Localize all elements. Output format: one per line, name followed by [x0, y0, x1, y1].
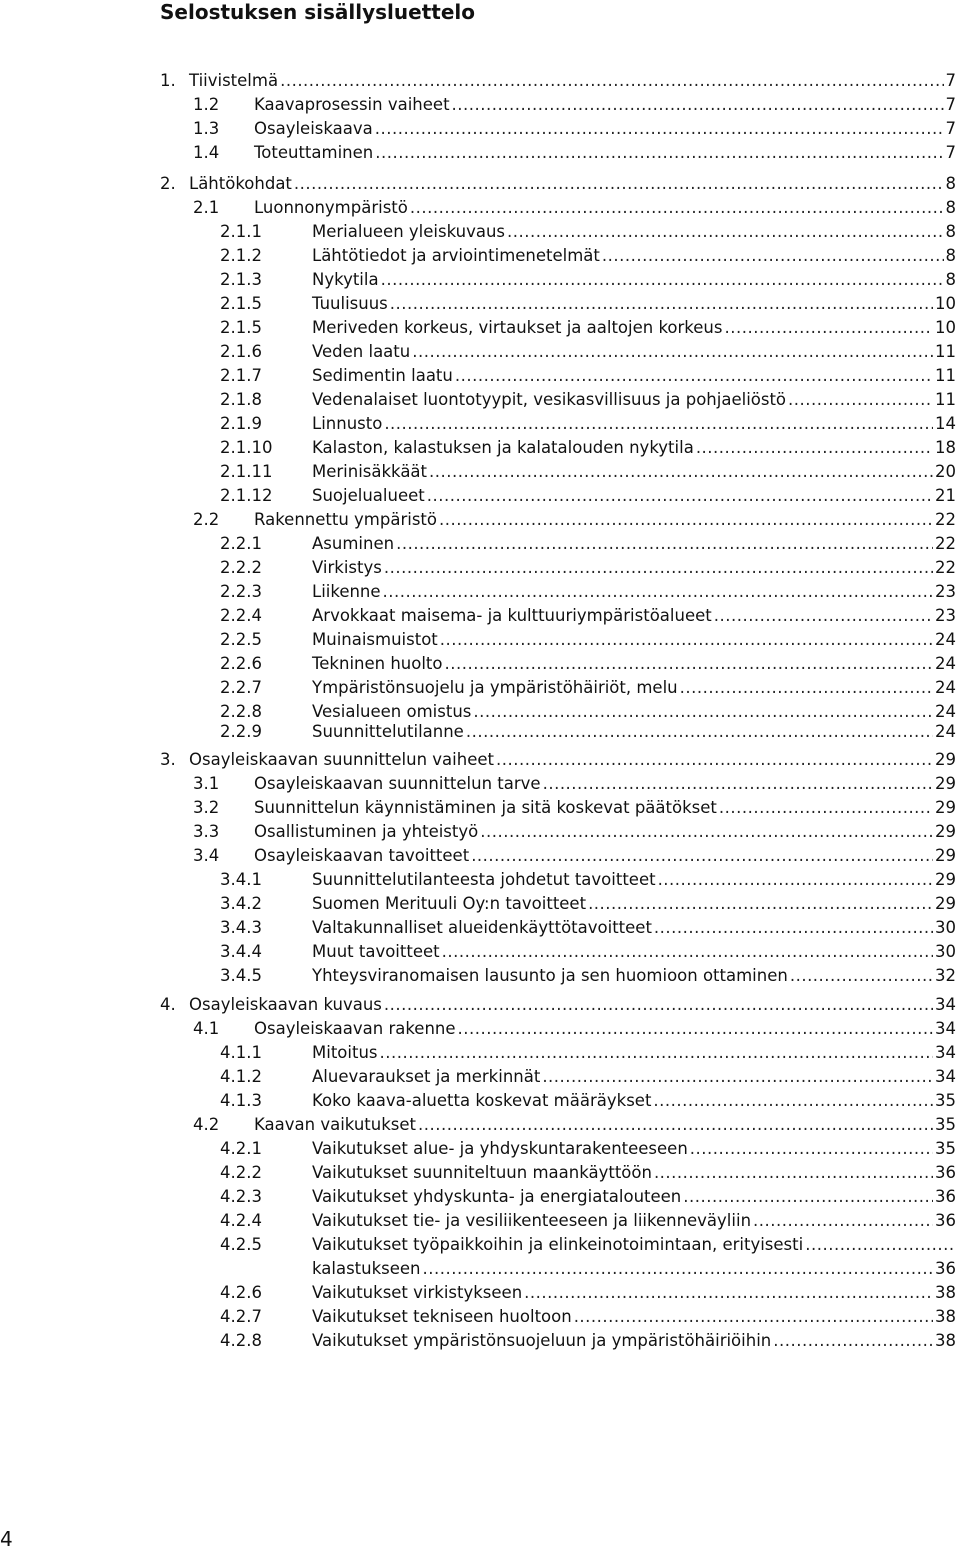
toc-entry[interactable] — [220, 720, 956, 744]
toc-entry-label: Yhteysviranomaisen lausunto ja sen huomioon ottaminen — [312, 966, 788, 985]
toc-entry-label: Tiivistelmä — [189, 71, 279, 90]
toc-dot-leader — [654, 1161, 933, 1185]
toc-entry-number: 4.2.6 — [220, 1283, 262, 1302]
toc-entry-number: 3.4.1 — [220, 870, 262, 889]
toc-entry-label: Suojelualueet — [312, 486, 425, 505]
toc-entry-page: 7 — [945, 71, 956, 90]
toc-entry-number: 2.1.11 — [220, 462, 273, 481]
toc-entry-page: 24 — [935, 722, 956, 741]
toc-entry[interactable] — [220, 1233, 956, 1257]
toc-entry-label: Lähtötiedot ja arviointimenetelmät — [312, 246, 600, 265]
toc-entry-page: 32 — [935, 966, 956, 985]
toc-entry-page: 38 — [935, 1283, 956, 1302]
toc-dot-leader — [542, 1065, 933, 1089]
toc-dot-leader — [381, 268, 944, 292]
toc-entry-label: Tuulisuus — [312, 294, 388, 313]
toc-entry-number: 2. — [160, 174, 176, 193]
toc-entry-number: 2.1.8 — [220, 390, 262, 409]
toc-entry-page: 24 — [935, 678, 956, 697]
toc-entry-label: Muinaismuistot — [312, 630, 438, 649]
toc-dot-leader — [788, 388, 933, 412]
toc-entry-number: 3.3 — [193, 822, 220, 841]
toc-entry-page: 34 — [935, 1019, 956, 1038]
toc-entry[interactable] — [193, 772, 956, 796]
toc-dot-leader — [390, 292, 933, 316]
toc-dot-leader — [375, 117, 944, 141]
toc-dot-leader — [805, 1233, 954, 1257]
toc-entry[interactable] — [220, 436, 956, 460]
toc-entry-page: 8 — [945, 246, 956, 265]
toc-dot-leader — [412, 340, 933, 364]
toc-dot-leader — [696, 436, 933, 460]
toc-entry-label: Muut tavoitteet — [312, 942, 440, 961]
toc-entry-page: 29 — [935, 894, 956, 913]
toc-dot-leader — [471, 844, 933, 868]
toc-dot-leader — [384, 556, 933, 580]
toc-entry[interactable] — [220, 652, 956, 676]
toc-entry-page: 18 — [935, 438, 956, 457]
toc-entry-page: 29 — [935, 846, 956, 865]
toc-entry-number: 2.1.5 — [220, 294, 262, 313]
toc-entry[interactable] — [220, 316, 956, 340]
toc-entry-page: 7 — [945, 119, 956, 138]
toc-entry[interactable] — [220, 340, 956, 364]
toc-entry-label: Meriveden korkeus, virtaukset ja aaltojen korkeus — [312, 318, 723, 337]
toc-entry[interactable] — [220, 676, 956, 700]
toc-entry-number: 4.2.2 — [220, 1163, 262, 1182]
toc-entry-label: Vesialueen omistus — [312, 702, 472, 721]
toc-entry[interactable] — [193, 93, 956, 117]
toc-entry-label: Vaikutukset yhdyskunta- ja energiatalouteen — [312, 1187, 682, 1206]
toc-entry[interactable] — [220, 964, 956, 988]
toc-entry[interactable] — [220, 868, 956, 892]
toc-dot-leader — [380, 1041, 934, 1065]
toc-dot-leader — [543, 772, 933, 796]
toc-entry-number: 3.4.2 — [220, 894, 262, 913]
toc-dot-leader — [458, 1017, 933, 1041]
toc-dot-leader — [588, 892, 933, 916]
toc-entry-page: 8 — [945, 222, 956, 241]
toc-entry-label: Asuminen — [312, 534, 395, 553]
toc-entry-label: kalastukseen — [312, 1259, 421, 1278]
toc-entry-number: 4.2.3 — [220, 1187, 262, 1206]
toc-entry[interactable] — [193, 196, 956, 220]
document-title: Selostuksen sisällysluettelo — [160, 0, 475, 24]
toc-entry[interactable] — [220, 364, 956, 388]
toc-dot-leader — [690, 1137, 933, 1161]
toc-entry[interactable] — [220, 1257, 956, 1281]
toc-entry[interactable] — [220, 412, 956, 436]
toc-entry-number: 2.1.2 — [220, 246, 262, 265]
toc-entry-label: Ympäristönsuojelu ja ympäristöhäiriöt, melu — [312, 678, 678, 697]
toc-entry-number: 2.1.10 — [220, 438, 273, 457]
toc-dot-leader — [439, 508, 933, 532]
toc-entry-label: Merialueen yleiskuvaus — [312, 222, 506, 241]
toc-entry[interactable] — [220, 940, 956, 964]
toc-dot-leader — [427, 484, 933, 508]
toc-entry-label: Vaikutukset tie- ja vesiliikenteeseen ja liikenneväyliin — [312, 1211, 752, 1230]
toc-entry-page: 29 — [935, 750, 956, 769]
toc-entry-page: 36 — [935, 1163, 956, 1182]
toc-dot-leader — [423, 1257, 933, 1281]
toc-entry[interactable] — [220, 244, 956, 268]
toc-entry-page: 29 — [935, 774, 956, 793]
toc-entry[interactable] — [220, 532, 956, 556]
toc-entry-label: Vaikutukset alue- ja yhdyskuntarakenteeseen — [312, 1139, 688, 1158]
toc-entry-page: 10 — [935, 318, 956, 337]
toc-entry[interactable] — [220, 268, 956, 292]
toc-entry-number: 4.2.8 — [220, 1331, 262, 1350]
toc-dot-leader — [384, 412, 933, 436]
toc-dot-leader — [418, 1113, 933, 1137]
toc-entry-number: 3.4.5 — [220, 966, 262, 985]
toc-dot-leader — [429, 460, 933, 484]
toc-entry[interactable] — [220, 220, 956, 244]
toc-entry-label: Vaikutukset tekniseen huoltoon — [312, 1307, 572, 1326]
toc-entry[interactable] — [193, 1017, 956, 1041]
toc-entry-page: 36 — [935, 1259, 956, 1278]
toc-dot-leader — [455, 364, 933, 388]
toc-entry-number: 2.2.4 — [220, 606, 262, 625]
toc-entry[interactable] — [220, 1185, 956, 1209]
toc-dot-leader — [384, 993, 933, 1017]
toc-entry-page: 23 — [935, 582, 956, 601]
toc-entry-page: 36 — [935, 1187, 956, 1206]
toc-dot-leader — [375, 141, 943, 165]
toc-dot-leader — [683, 1185, 933, 1209]
toc-entry[interactable] — [220, 1041, 956, 1065]
toc-entry[interactable] — [193, 117, 956, 141]
toc-entry-label: Nykytila — [312, 270, 379, 289]
toc-entry[interactable] — [220, 1209, 956, 1233]
toc-entry[interactable] — [220, 1161, 956, 1185]
toc-entry-number: 4.2.1 — [220, 1139, 262, 1158]
toc-dot-leader — [442, 940, 933, 964]
toc-entry[interactable] — [220, 1305, 956, 1329]
toc-entry-label: Kalaston, kalastuksen ja kalatalouden nykytila — [312, 438, 694, 457]
toc-entry-page: 11 — [935, 366, 956, 385]
toc-entry-page: 34 — [935, 995, 956, 1014]
toc-entry-label: Suunnittelutilanteesta johdetut tavoitteet — [312, 870, 656, 889]
toc-entry-page: 21 — [935, 486, 956, 505]
toc-entry-number: 3.4.4 — [220, 942, 262, 961]
toc-entry-page: 24 — [935, 702, 956, 721]
toc-dot-leader — [496, 748, 933, 772]
toc-dot-leader — [680, 676, 933, 700]
toc-dot-leader — [602, 244, 944, 268]
toc-entry-page: 38 — [935, 1331, 956, 1350]
toc-entry-number: 1.4 — [193, 143, 220, 162]
toc-entry-label: Koko kaava-aluetta koskevat määräykset — [312, 1091, 652, 1110]
toc-entry-label: Suunnittelun käynnistäminen ja sitä koskevat päätökset — [254, 798, 717, 817]
toc-entry-page: 22 — [935, 534, 956, 553]
toc-entry-label: Osayleiskaavan tavoitteet — [254, 846, 470, 865]
toc-dot-leader — [410, 196, 944, 220]
toc-entry-page: 35 — [935, 1091, 956, 1110]
toc-entry-number: 2.2.3 — [220, 582, 262, 601]
toc-entry-number: 1.3 — [193, 119, 220, 138]
toc-entry[interactable] — [193, 141, 956, 165]
toc-entry[interactable] — [220, 1137, 956, 1161]
toc-entry[interactable] — [193, 844, 956, 868]
toc-dot-leader — [574, 1305, 933, 1329]
toc-entry-page: 30 — [935, 918, 956, 937]
toc-entry-label: Linnusto — [312, 414, 383, 433]
toc-entry-number: 4. — [160, 995, 176, 1014]
toc-dot-leader — [452, 93, 944, 117]
toc-entry-page: 7 — [945, 143, 956, 162]
toc-entry-label: Sedimentin laatu — [312, 366, 453, 385]
toc-entry[interactable] — [160, 69, 956, 93]
toc-entry-label: Vedenalaiset luontotyypit, vesikasvillisuus ja pohjaeliöstö — [312, 390, 787, 409]
toc-entry-label: Mitoitus — [312, 1043, 378, 1062]
toc-dot-leader — [753, 1209, 933, 1233]
toc-entry-label: Vaikutukset virkistykseen — [312, 1283, 523, 1302]
toc-entry-number: 2.1.3 — [220, 270, 262, 289]
toc-dot-leader — [790, 964, 933, 988]
toc-entry-label: Toteuttaminen — [254, 143, 374, 162]
toc-entry[interactable] — [193, 1113, 956, 1137]
toc-dot-leader — [294, 172, 944, 196]
toc-dot-leader — [719, 796, 933, 820]
toc-entry[interactable] — [160, 172, 956, 196]
toc-entry-page: 24 — [935, 630, 956, 649]
toc-entry-number: 2.1.1 — [220, 222, 262, 241]
toc-entry-page: 24 — [935, 654, 956, 673]
toc-entry[interactable] — [220, 628, 956, 652]
toc-entry-page: 22 — [935, 510, 956, 529]
toc-entry-number: 1.2 — [193, 95, 220, 114]
toc-entry[interactable] — [220, 604, 956, 628]
toc-entry-number: 2.2.1 — [220, 534, 262, 553]
toc-entry-label: Osayleiskaavan rakenne — [254, 1019, 456, 1038]
toc-entry-number: 2.2.6 — [220, 654, 262, 673]
toc-entry-page: 8 — [945, 174, 956, 193]
toc-entry-label: Merinisäkkäät — [312, 462, 428, 481]
toc-entry-page: 7 — [945, 95, 956, 114]
toc-entry-label: Osayleiskaavan kuvaus — [189, 995, 382, 1014]
toc-entry[interactable] — [220, 892, 956, 916]
toc-entry-page: 35 — [935, 1115, 956, 1134]
toc-entry-number: 2.2 — [193, 510, 220, 529]
toc-entry-number: 2.1.5 — [220, 318, 262, 337]
toc-entry-label: Kaavan vaikutukset — [254, 1115, 416, 1134]
toc-entry[interactable] — [220, 484, 956, 508]
toc-entry-number: 3.4 — [193, 846, 220, 865]
toc-entry-page: 11 — [935, 390, 956, 409]
toc-dot-leader — [653, 1089, 933, 1113]
toc-entry-page: 20 — [935, 462, 956, 481]
toc-entry-number: 2.1.6 — [220, 342, 262, 361]
toc-entry-page: 29 — [935, 870, 956, 889]
toc-dot-leader — [466, 720, 933, 744]
toc-entry-page: 8 — [945, 270, 956, 289]
toc-entry[interactable] — [220, 1065, 956, 1089]
toc-dot-leader — [480, 820, 933, 844]
toc-entry[interactable] — [193, 508, 956, 532]
toc-dot-leader — [724, 316, 933, 340]
toc-dot-leader — [773, 1329, 933, 1353]
toc-entry-label: Vaikutukset työpaikkoihin ja elinkeinotoimintaan, erityisesti — [312, 1235, 804, 1254]
toc-entry-label: Suomen Merituuli Oy:n tavoitteet — [312, 894, 587, 913]
toc-entry[interactable] — [220, 292, 956, 316]
toc-entry-number: 3. — [160, 750, 176, 769]
toc-entry-label: Osayleiskaava — [254, 119, 373, 138]
toc-dot-leader — [396, 532, 933, 556]
toc-entry[interactable] — [220, 916, 956, 940]
toc-dot-leader — [654, 916, 933, 940]
toc-entry-label: Suunnittelutilanne — [312, 722, 464, 741]
toc-dot-leader — [445, 652, 934, 676]
toc-entry[interactable] — [220, 1329, 956, 1353]
toc-entry-page: 29 — [935, 822, 956, 841]
toc-entry-number: 2.1.7 — [220, 366, 262, 385]
toc-entry-number: 2.1.9 — [220, 414, 262, 433]
toc-entry-page: 38 — [935, 1307, 956, 1326]
toc-entry-page: 35 — [935, 1139, 956, 1158]
toc-entry[interactable] — [220, 556, 956, 580]
toc-entry-label: Liikenne — [312, 582, 381, 601]
toc-entry-page: 11 — [935, 342, 956, 361]
toc-entry-page: 14 — [935, 414, 956, 433]
toc-entry-number: 4.2 — [193, 1115, 220, 1134]
toc-entry-number: 2.2.5 — [220, 630, 262, 649]
toc-entry-label: Osayleiskaavan suunnittelun tarve — [254, 774, 541, 793]
toc-dot-leader — [524, 1281, 933, 1305]
toc-entry-number: 4.2.4 — [220, 1211, 262, 1230]
toc-entry-number: 4.1.1 — [220, 1043, 262, 1062]
toc-entry-number: 4.1.2 — [220, 1067, 262, 1086]
toc-entry-label: Vaikutukset ympäristönsuojeluun ja ympäristöhäiriöihin — [312, 1331, 772, 1350]
toc-entry[interactable] — [220, 460, 956, 484]
toc-entry-label: Osayleiskaavan suunnittelun vaiheet — [189, 750, 494, 769]
toc-entry-label: Osallistuminen ja yhteistyö — [254, 822, 479, 841]
toc-entry-number: 2.2.9 — [220, 722, 262, 741]
toc-dot-leader — [507, 220, 943, 244]
toc-entry-label: Aluevaraukset ja merkinnät — [312, 1067, 541, 1086]
toc-dot-leader — [280, 69, 943, 93]
toc-entry-page: 29 — [935, 798, 956, 817]
toc-entry-number: 2.1 — [193, 198, 220, 217]
page-number: 4 — [0, 1527, 13, 1551]
toc-entry-label: Virkistys — [312, 558, 382, 577]
toc-entry-number: 4.1 — [193, 1019, 220, 1038]
toc-entry-label: Luonnonympäristö — [254, 198, 408, 217]
toc-entry-label: Lähtökohdat — [189, 174, 292, 193]
toc-entry[interactable] — [220, 1089, 956, 1113]
toc-entry-page: 30 — [935, 942, 956, 961]
toc-entry-label: Tekninen huolto — [312, 654, 443, 673]
toc-entry[interactable] — [160, 993, 956, 1017]
toc-dot-leader — [658, 868, 933, 892]
toc-entry[interactable] — [160, 748, 956, 772]
toc-entry-label: Valtakunnalliset alueidenkäyttötavoitteet — [312, 918, 652, 937]
toc-entry-page: 36 — [935, 1211, 956, 1230]
toc-dot-leader — [714, 604, 933, 628]
toc-dot-leader — [440, 628, 933, 652]
toc-entry-number: 4.1.3 — [220, 1091, 262, 1110]
toc-entry-page: 34 — [935, 1067, 956, 1086]
toc-entry[interactable] — [220, 1281, 956, 1305]
toc-entry-page: 8 — [945, 198, 956, 217]
toc-entry-label: Kaavaprosessin vaiheet — [254, 95, 450, 114]
toc-entry[interactable] — [193, 820, 956, 844]
toc-dot-leader — [383, 580, 933, 604]
toc-entry-label: Vaikutukset suunniteltuun maankäyttöön — [312, 1163, 652, 1182]
toc-entry-number: 3.1 — [193, 774, 220, 793]
toc-entry-number: 3.4.3 — [220, 918, 262, 937]
toc-entry-number: 2.2.8 — [220, 702, 262, 721]
toc-entry[interactable] — [220, 580, 956, 604]
toc-entry-number: 4.2.5 — [220, 1235, 262, 1254]
toc-entry-number: 1. — [160, 71, 176, 90]
toc-entry-number: 2.2.7 — [220, 678, 262, 697]
toc-entry-page: 23 — [935, 606, 956, 625]
toc-entry-label: Rakennettu ympäristö — [254, 510, 437, 529]
toc-entry-number: 3.2 — [193, 798, 220, 817]
toc-entry-page: 34 — [935, 1043, 956, 1062]
toc-entry[interactable] — [193, 796, 956, 820]
toc-entry[interactable] — [220, 388, 956, 412]
toc-entry-number: 2.2.2 — [220, 558, 262, 577]
toc-entry-label: Arvokkaat maisema- ja kulttuuriympäristöalueet — [312, 606, 712, 625]
toc-entry-number: 2.1.12 — [220, 486, 273, 505]
toc-entry-page: 22 — [935, 558, 956, 577]
toc-entry-number: 4.2.7 — [220, 1307, 262, 1326]
toc-entry-label: Veden laatu — [312, 342, 411, 361]
toc-entry-page: 10 — [935, 294, 956, 313]
